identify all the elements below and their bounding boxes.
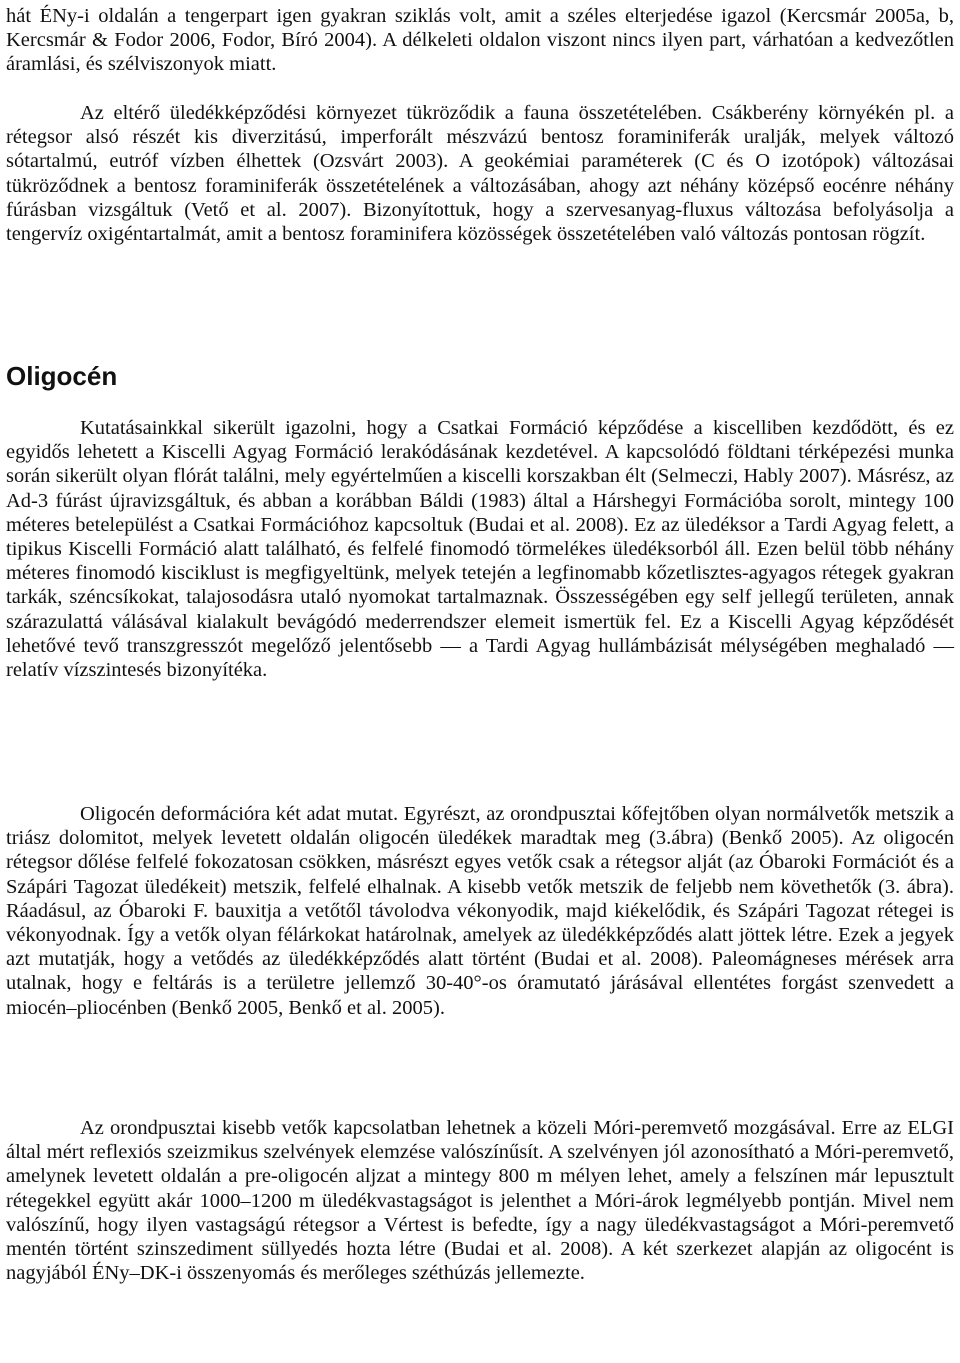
paragraph-2: Az eltérő üledékképződési környezet tükröződik a fauna összetételében. Csákberény környékén pl. a rétegsor alsó részét kis diverzitású, imperforált mészvázú bentosz foraminiferák uralják, melyek változó sótartalmú, eutróf vízben élhettek (Ozsvárt 2003). A geokémiai paraméterek (C és O izotópok) változásai tükröződnek a bentosz foraminiferák összetételének a változásában, ahogy azt néhány középső eocénre néhány fúrásban vizsgáltuk (Vető et al. 2007). Bizonyítottuk, hogy a szervesanyag-fluxus változása befolyásolja a tengervíz oxigéntartalmát, amit a bentosz foraminifera közösségek összetételében való változás pontosan rögzít. <box>6 102 954 246</box>
paragraph-5: Az orondpusztai kisebb vetők kapcsolatban lehetnek a közeli Móri-peremvető mozgásával. Erre az ELGI által mért reflexiós szeizmikus szelvények elemzése valószínűsít. A szelvényen jól azonosítható a Móri-peremvető, amelynek levetett oldalán a pre-oligocén aljzat a mintegy 800 m mélyen lehet, amely a felszínen már lepusztult rétegekkel együtt akár 1000–1200 m üledékvastagságot is jelenthet a Móri-árok legmélyebb pontján. Mivel nem valószínű, hogy ilyen vastagságú rétegsor a Vértest is befedte, így a nagy üledékvastagságot a Móri-peremvető mentén történt szinszediment süllyedés hozta létre (Budai et al. 2008). A két szerkezet alapján az oligocént is nagyjából ÉNy–DK-i összenyomás és merőleges széthúzás jellemezte. <box>6 1117 954 1285</box>
paragraph-3: Kutatásainkkal sikerült igazolni, hogy a Csatkai Formáció képződése a kiscelliben kezdődött, és ez egyidős lehetett a Kiscelli Agyag Formáció lerakódásának kezdetével. A kapcsolódó földtani térképezési munka során sikerült olyan flórát találni, mely egyértelműen a kiscelli korszakban élt (Selmeczi, Hably 2007). Másrész, az Ad-3 fúrást újravizsgáltuk, és abban a korábban Báldi (1983) által a Hárshegyi Formációba sorolt, mintegy 100 méteres betelepülést a Csatkai Formációhoz kapcsoltuk (Budai et al. 2008). Ez az üledéksor a Tardi Agyag felett, a tipikus Kiscelli Formáció alatt található, és felfelé finomodó törmelékes üledéksorból áll. Ezen belül több néhány méteres finomodó kisciklust is megfigyeltünk, melyek tetején a legfinomabb kőzetlisztes-agyagos rétegek gyakran tarkák, széncsíkokat, talajosodásra utaló nyomokat tartalmaznak. Összességében egy self jellegű területen, annak szárazulattá válásával kialakult bevágódó mederrendszer elemeit ismertük fel. Ez a Kiscelli Agyag képződését lehetővé tevő transzgresszót megelőző jelentősebb — a Tardi Agyag hullámbázisát mélységében meghaladó — relatív vízszintesés bizonyítéka. <box>6 417 954 682</box>
paragraph-4: Oligocén deformációra két adat mutat. Egyrészt, az orondpusztai kőfejtőben olyan normálvetők metszik a triász dolomitot, melyek levetett oldalán oligocén üledékek maradtak meg (3.ábra) (Benkő 2005). Az oligocén rétegsor dőlése felfelé fokozatosan csökken, másrészt egyes vetők csak a rétegsor alját (az Óbaroki Formációt és a Szápári Tagozat üledékeit) metszik, felfelé elhalnak. A kisebb vetők metszik de feljebb nem követhetők (3. ábra). Ráadásul, az Óbaroki F. bauxitja a vetőtől távolodva vékonyodik, majd kiékelődik, és Szápári Tagozat rétegei is vékonyodnak. Így a vetők olyan félárkokat határolnak, amelyek az üledékképződés alatt jöttek létre. Ezek a jegyek azt mutatják, hogy a vetődés az üledékképződés alatt történt (Budai et al. 2008). Paleomágneses mérések arra utalnak, hogy e feltárás is a területre jellemző 30-40°-os óramutató járásával ellentétes forgást szenvedett a miocén–pliocénben (Benkő 2005, Benkő et al. 2005). <box>6 803 954 1019</box>
section-heading-oligocen: Oligocén <box>6 361 118 391</box>
paragraph-1: hát ÉNy-i oldalán a tengerpart igen gyakran sziklás volt, amit a széles elterjedése igazol (Kercsmár 2005a, b, Kercsmár & Fodor 2006, Fodor, Bíró 2004). A délkeleti oldalon viszont nincs ilyen part, várhatóan a kedvezőtlen áramlási, és szélviszonyok miatt. <box>6 5 954 76</box>
